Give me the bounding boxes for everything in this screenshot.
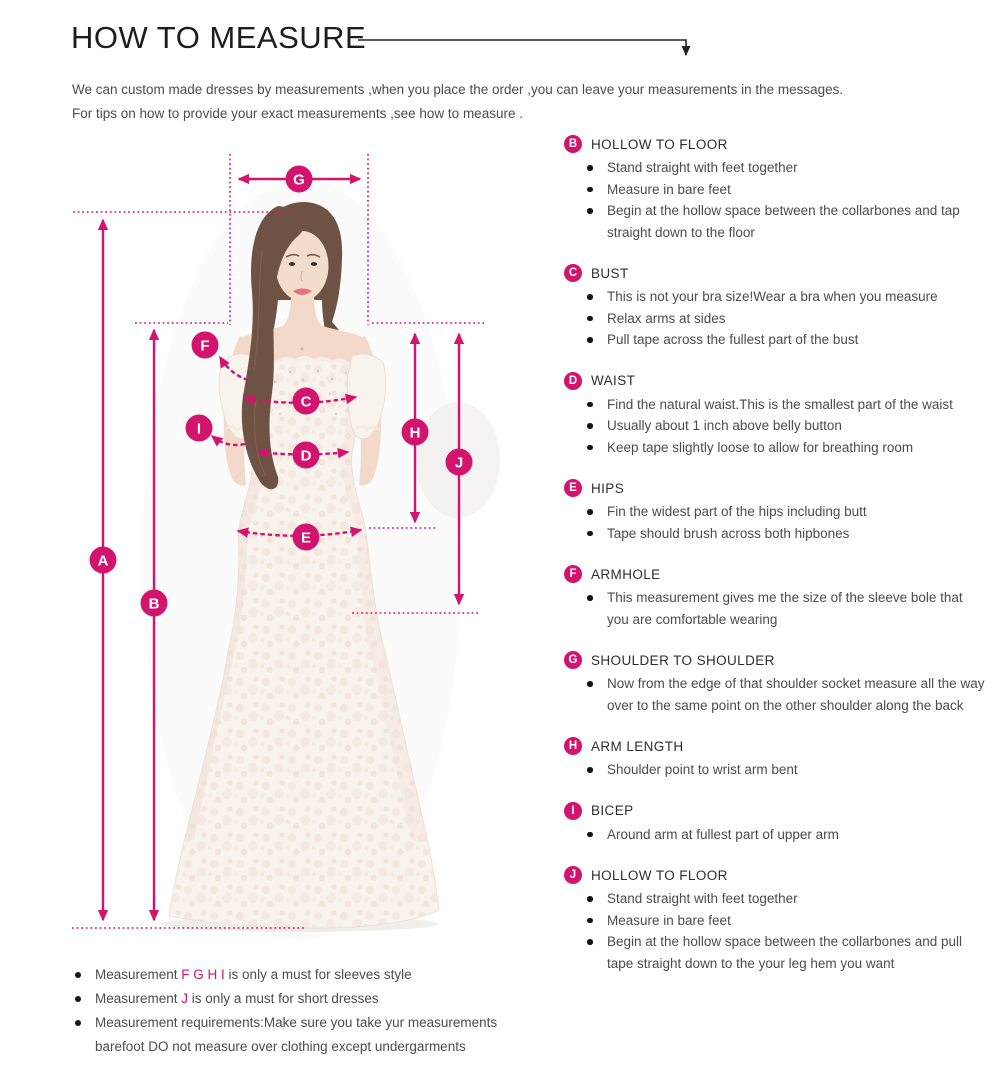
measure-label-g bbox=[286, 166, 313, 193]
bullet-item: Tape should brush across both hipbones bbox=[564, 523, 988, 545]
note-letters: F G H I bbox=[181, 967, 225, 982]
section-header bbox=[564, 866, 988, 884]
bullet-item: This is not your bra size!Wear a bra when you measure bbox=[564, 286, 988, 308]
svg-text:J: J bbox=[454, 454, 464, 472]
note-pre: Measurement bbox=[95, 967, 182, 982]
section-bullets bbox=[564, 673, 988, 716]
section-title: HOLLOW TO FLOOR bbox=[591, 867, 728, 883]
measurement-notes bbox=[72, 963, 518, 1059]
note-item bbox=[72, 963, 518, 987]
svg-text:F: F bbox=[200, 337, 210, 355]
section-bullets bbox=[564, 394, 988, 459]
note-item bbox=[72, 1011, 518, 1059]
bullet-item: Measure in bare feet bbox=[564, 910, 988, 932]
intro-line-2: For tips on how to provide your exact measurements ,see how to measure . bbox=[72, 106, 523, 121]
bullet-item: Usually about 1 inch above belly button bbox=[564, 415, 988, 437]
bullet-item: Relax arms at sides bbox=[564, 308, 988, 330]
section-header bbox=[564, 651, 988, 669]
section-title: HOLLOW TO FLOOR bbox=[591, 136, 728, 152]
letter-badge: D bbox=[564, 372, 582, 390]
svg-text:G: G bbox=[293, 171, 305, 189]
bullet-item: Pull tape across the fullest part of the bust bbox=[564, 329, 988, 351]
letter-badge: C bbox=[564, 264, 582, 282]
measure-section bbox=[564, 264, 988, 351]
measure-label-e bbox=[293, 524, 320, 551]
section-header bbox=[564, 737, 988, 755]
bullet-item: Keep tape slightly loose to allow for breathing room bbox=[564, 437, 988, 459]
section-header bbox=[564, 565, 988, 583]
section-bullets bbox=[564, 157, 988, 243]
measure-section bbox=[564, 565, 988, 630]
right-eye bbox=[311, 262, 317, 266]
section-bullets bbox=[564, 824, 988, 846]
bullet-item: This measurement gives me the size of the sleeve bole that you are comfortable wearing bbox=[564, 587, 988, 630]
measure-section bbox=[564, 135, 988, 243]
section-bullets bbox=[564, 888, 988, 974]
section-title: ARM LENGTH bbox=[591, 738, 684, 754]
model-figure bbox=[142, 180, 500, 940]
svg-text:H: H bbox=[409, 424, 421, 442]
section-bullets bbox=[564, 286, 988, 351]
note-pre: Measurement bbox=[95, 991, 182, 1006]
measure-section bbox=[564, 479, 988, 544]
section-header bbox=[564, 802, 988, 820]
section-bullets bbox=[564, 501, 988, 544]
section-title: ARMHOLE bbox=[591, 566, 661, 582]
section-bullets bbox=[564, 587, 988, 630]
svg-text:I: I bbox=[196, 420, 202, 438]
bullet-item: Stand straight with feet together bbox=[564, 157, 988, 179]
bullet-item: Begin at the hollow space between the collarbones and pull tape straight down to the your leg hem you want bbox=[564, 931, 988, 974]
measure-label-c bbox=[293, 388, 320, 415]
note-pre: Measurement requirements:Make sure you take yur measurements barefoot DO not measure over clothing except undergarments bbox=[95, 1015, 498, 1054]
section-title: SHOULDER TO SHOULDER bbox=[591, 652, 775, 668]
letter-badge: F bbox=[564, 565, 582, 583]
page-title: HOW TO MEASURE bbox=[71, 20, 367, 55]
necklace-pendant bbox=[300, 347, 303, 350]
section-title: BUST bbox=[591, 265, 629, 281]
measure-label-f bbox=[192, 332, 219, 359]
measure-label-j bbox=[446, 449, 473, 476]
section-header bbox=[564, 264, 988, 282]
measure-sections bbox=[564, 135, 988, 995]
measure-label-i bbox=[186, 415, 213, 442]
bullet-item: Find the natural waist.This is the smallest part of the waist bbox=[564, 394, 988, 416]
note-post: is only a must for short dresses bbox=[188, 991, 379, 1006]
section-header bbox=[564, 135, 988, 153]
svg-text:D: D bbox=[300, 447, 312, 465]
section-title: WAIST bbox=[591, 373, 636, 388]
section-header bbox=[564, 479, 988, 497]
bullet-item: Now from the edge of that shoulder socket measure all the way over to the same point on the other shoulder along the back bbox=[564, 673, 988, 716]
measure-label-b bbox=[141, 590, 168, 617]
section-header bbox=[564, 372, 988, 390]
bullet-item: Shoulder point to wrist arm bent bbox=[564, 759, 988, 781]
measure-label-a bbox=[90, 547, 117, 574]
note-letters: J bbox=[181, 991, 189, 1006]
bullet-item: Measure in bare feet bbox=[564, 179, 988, 201]
bullet-item: Begin at the hollow space between the collarbones and tap straight down to the floor bbox=[564, 200, 988, 243]
note-post: is only a must for sleeves style bbox=[224, 967, 412, 982]
measure-section bbox=[564, 372, 988, 459]
letter-badge: G bbox=[564, 651, 582, 669]
note-item bbox=[72, 987, 518, 1011]
letter-badge: H bbox=[564, 737, 582, 755]
section-bullets bbox=[564, 759, 988, 781]
letter-badge: B bbox=[564, 135, 582, 153]
title-arrow bbox=[358, 40, 686, 55]
measure-label-h bbox=[402, 419, 429, 446]
letter-badge: E bbox=[564, 479, 582, 497]
svg-text:E: E bbox=[300, 529, 312, 547]
intro-text bbox=[72, 78, 932, 126]
measure-label-d bbox=[293, 442, 320, 469]
section-title: BICEP bbox=[591, 803, 634, 818]
bullet-item: Around arm at fullest part of upper arm bbox=[564, 824, 988, 846]
left-eye bbox=[289, 262, 295, 266]
measure-section bbox=[564, 866, 988, 974]
svg-text:B: B bbox=[148, 595, 160, 613]
measure-section bbox=[564, 651, 988, 716]
intro-line-1: We can custom made dresses by measurements ,when you place the order ,you can leave your measurements in the messages. bbox=[72, 82, 844, 97]
bullet-item: Stand straight with feet together bbox=[564, 888, 988, 910]
bullet-item: Fin the widest part of the hips including butt bbox=[564, 501, 988, 523]
letter-badge: I bbox=[564, 802, 582, 820]
measure-section bbox=[564, 802, 988, 846]
letter-badge: J bbox=[564, 866, 582, 884]
svg-text:C: C bbox=[300, 393, 312, 411]
svg-text:A: A bbox=[97, 552, 109, 570]
section-title: HIPS bbox=[591, 480, 625, 496]
measure-section bbox=[564, 737, 988, 781]
